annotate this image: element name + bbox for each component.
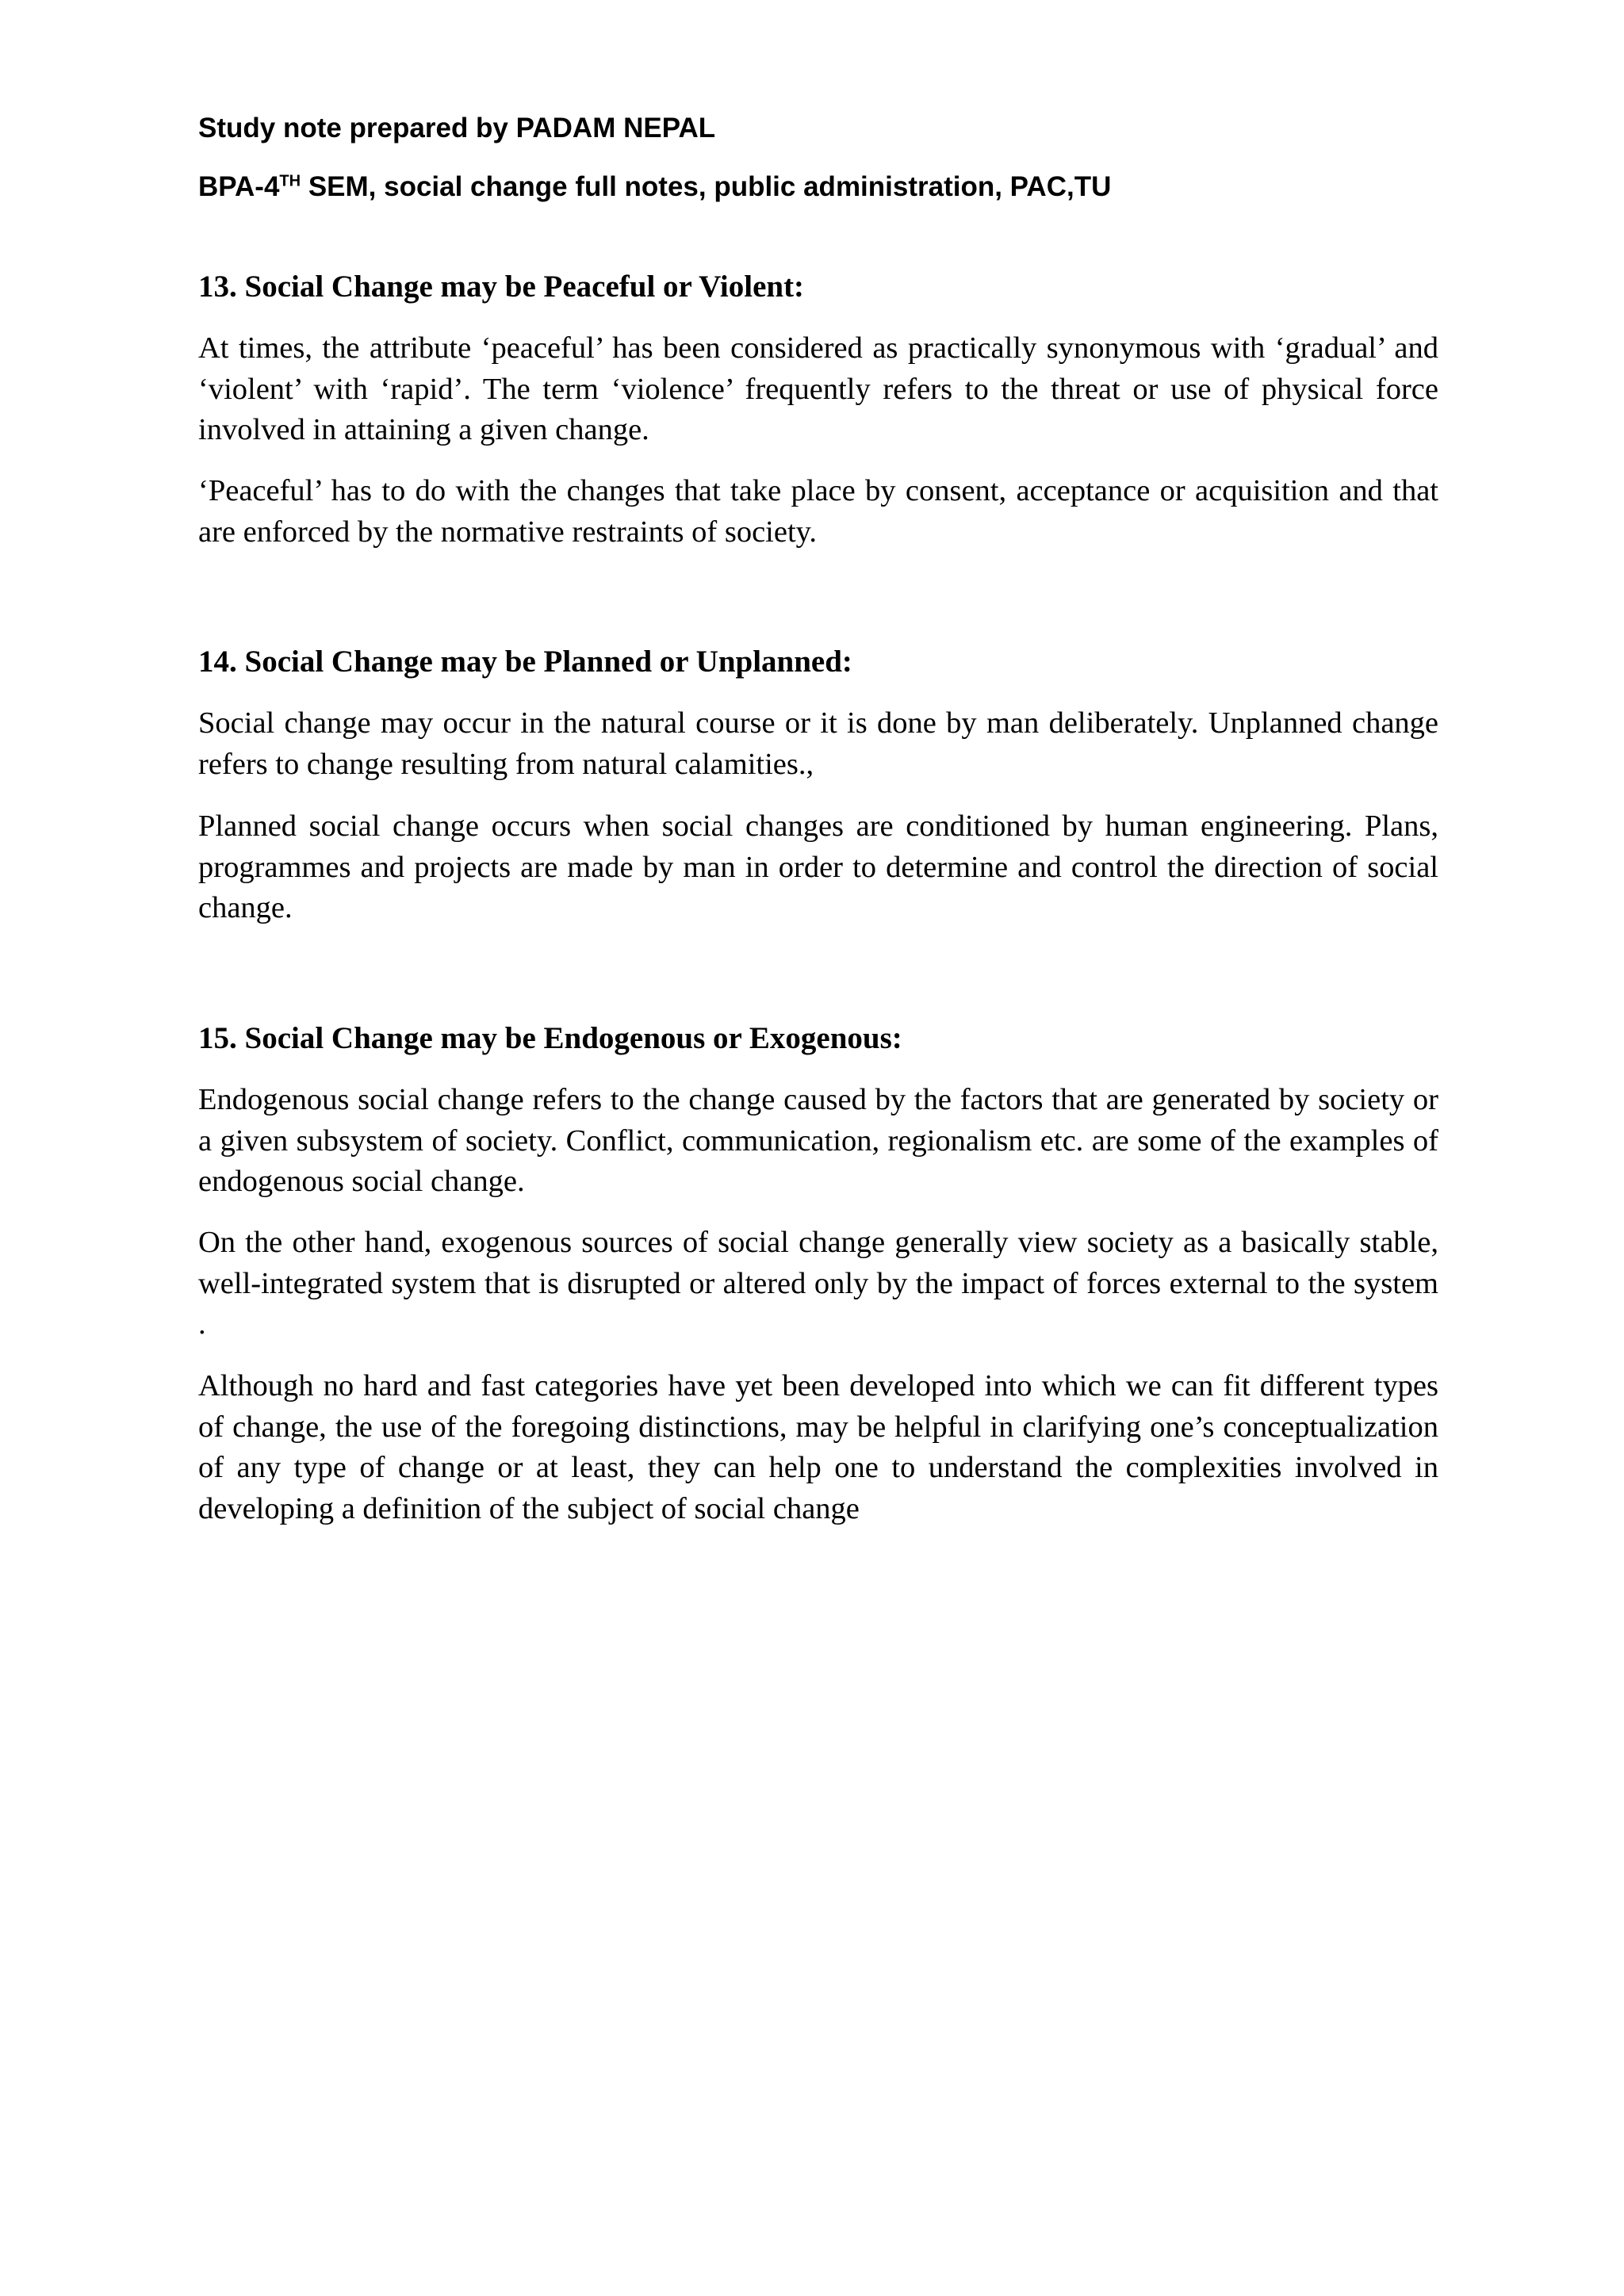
section-14-paragraph-2: Planned social change occurs when social changes are conditioned by human engineering. Plans, programmes and projects are made by man in order to determine and control the direction of social change. [198, 809, 1438, 924]
course-line [198, 170, 1111, 205]
section-heading-14: 14. Social Change may be Planned or Unplanned: [198, 645, 852, 679]
section-heading-15: 15. Social Change may be Endogenous or Exogenous: [198, 1021, 902, 1055]
section-14-paragraph-1: Social change may occur in the natural course or it is done by man deliberately. Unplanned change refers to change resulting from natural calamities., [198, 706, 1438, 781]
section-13-paragraph-2: ‘Peaceful’ has to do with the changes that take place by consent, acceptance or acquisition and that are enforced by the normative restraints of society. [198, 474, 1438, 549]
course-line-superscript: TH [279, 172, 301, 190]
section-13-paragraph-1: At times, the attribute ‘peaceful’ has been considered as practically synonymous with ‘gradual’ and ‘violent’ with ‘rapid’. The term ‘violence’ frequently refers to the threat or use of physical force involved in attaining a given change. [198, 331, 1438, 446]
section-heading-13: 13. Social Change may be Peaceful or Violent: [198, 270, 805, 304]
course-line-suffix: SEM, social change full notes, public administration, PAC,TU [301, 171, 1112, 202]
section-15-paragraph-1: Endogenous social change refers to the change caused by the factors that are generated by society or a given subsystem of society. Conflict, communication, regionalism etc. are some of the examples of endogenous social change. [198, 1083, 1438, 1198]
author-line: Study note prepared by PADAM NEPAL [198, 113, 716, 144]
section-15-paragraph-2: On the other hand, exogenous sources of social change generally view society as a basically stable, well-integrated system that is disrupted or altered only by the impact of forces external to the system . [198, 1226, 1438, 1341]
section-15-paragraph-3: Although no hard and fast categories have yet been developed into which we can fit different types of change, the use of the foregoing distinctions, may be helpful in clarifying one’s conceptualization of any type of change or at least, they can help one to understand the complexities involved in developing a definition of the subject of social change [198, 1369, 1438, 1525]
course-line-prefix: BPA-4 [198, 171, 280, 202]
